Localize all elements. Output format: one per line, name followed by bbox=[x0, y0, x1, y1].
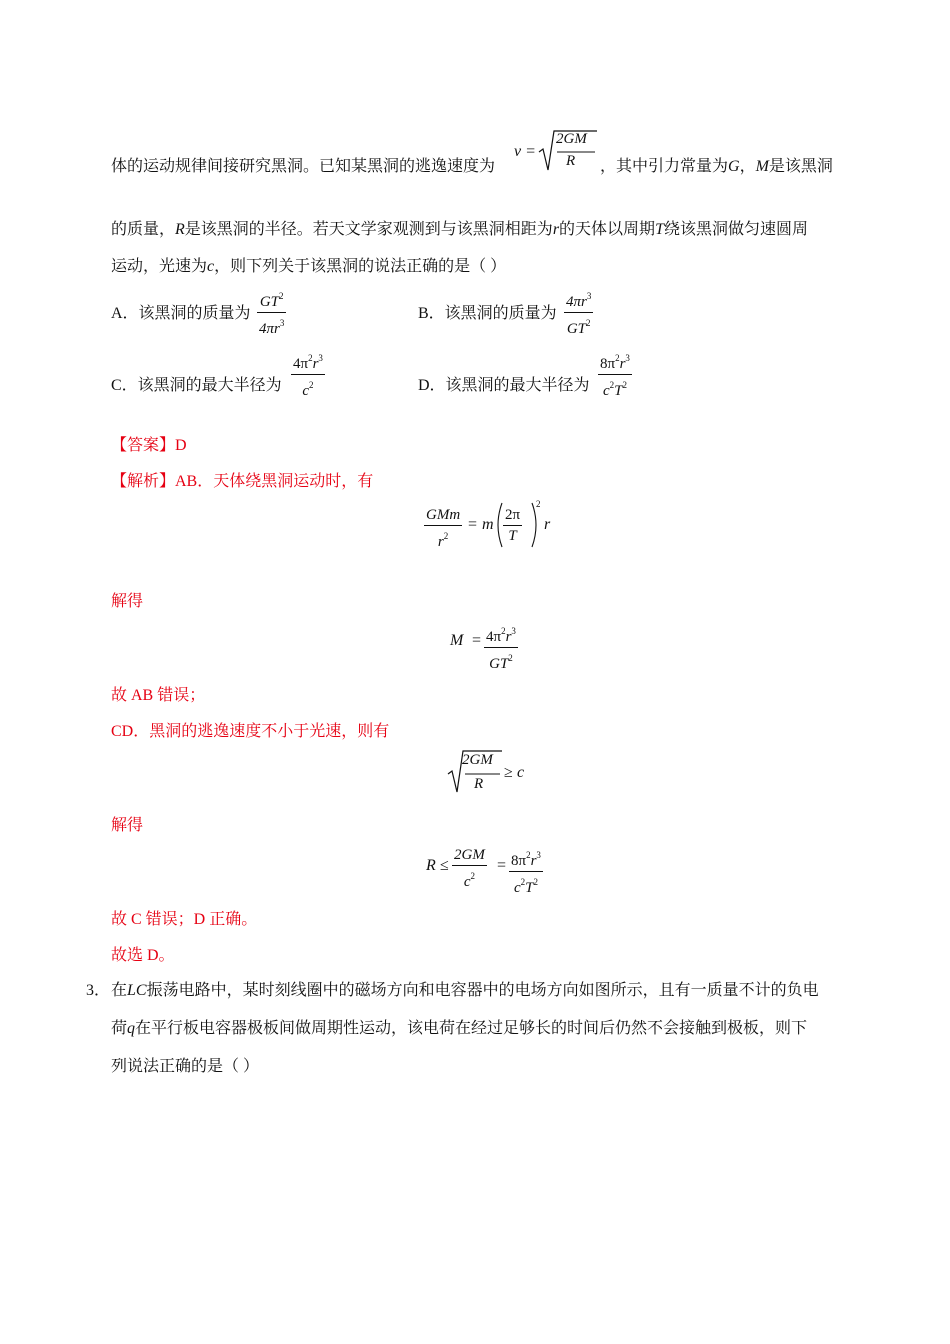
symbol-R: R bbox=[175, 221, 185, 238]
eq2-fraction: $4\pi^2r^3$ $GT^2$ bbox=[486, 626, 516, 672]
q2-line1-text-c: 是该黑洞 bbox=[768, 158, 833, 175]
eq1-m: m bbox=[482, 516, 494, 533]
option-a-label: A．该黑洞的质量为 bbox=[111, 305, 251, 322]
eq4-fraction-2: $8\pi^2r^3$ $c^2T^2$ bbox=[511, 850, 541, 896]
eq4-equals: = bbox=[497, 857, 507, 874]
eq1-r: r bbox=[544, 516, 551, 533]
symbol-T: T bbox=[655, 221, 664, 238]
final-choice: 故选 D。 bbox=[111, 947, 175, 964]
option-d-fraction: $8\pi^2r^3$ $c^2T^2$ bbox=[600, 353, 630, 399]
option-a-fraction: $GT^2$ $4\pi r^3$ bbox=[259, 291, 285, 337]
q2-line2-text-a: 的质量， bbox=[111, 221, 176, 238]
option-b-fraction: $4\pi r^3$ $GT^2$ bbox=[566, 291, 592, 337]
symbol-c: c bbox=[207, 258, 215, 275]
symbol-G: G bbox=[728, 158, 740, 175]
q2-line2-text-c: 的天体以周期 bbox=[559, 221, 656, 238]
option-d-label: D．该黑洞的最大半径为 bbox=[418, 377, 590, 394]
eq4-lhs: R bbox=[426, 857, 436, 874]
eq3-den: R bbox=[474, 776, 484, 792]
eq4-rel: ≤ bbox=[440, 857, 449, 874]
eq1-lhs-fraction: GMm $r^2$ bbox=[426, 507, 461, 550]
analysis-head: 【解析】AB．天体绕黑洞运动时，有 bbox=[111, 473, 374, 490]
jiede-1: 解得 bbox=[111, 593, 144, 610]
eq1-power: 2 bbox=[536, 499, 541, 509]
eq3-num: 2GM bbox=[462, 752, 493, 768]
eq3-rhs: c bbox=[517, 764, 525, 781]
q2-line2 bbox=[111, 216, 808, 239]
q3-number: 3． bbox=[86, 982, 111, 999]
eq2-lhs: M bbox=[450, 632, 464, 649]
q3-line1: 在LC振荡电路中，某时刻线圈中的磁场方向和电容器中的电场方向如图所示，且有一质量不计的负电 bbox=[111, 982, 819, 999]
answer-line: 【答案】D bbox=[111, 437, 187, 454]
escape-num: 2GM bbox=[556, 131, 587, 147]
eq2-equals: = bbox=[472, 632, 482, 649]
option-c-label: C．该黑洞的最大半径为 bbox=[111, 377, 282, 394]
q3-line2: 荷q在平行板电容器极板间做周期性运动，该电荷在经过足够长的时间后仍然不会接触到极板，则下 bbox=[111, 1020, 808, 1037]
symbol-LC: LC bbox=[127, 982, 147, 999]
eq3-rel: ≥ bbox=[504, 764, 513, 781]
q2-line1 bbox=[111, 153, 495, 176]
escape-v: v = bbox=[514, 143, 536, 160]
q2-line1-rest bbox=[600, 153, 833, 176]
q2-line1-text-a: 体的运动规律间接研究黑洞。已知某黑洞的逃逸速度为 bbox=[111, 158, 496, 175]
option-c-fraction: $4\pi^2r^3$ $c^2$ bbox=[293, 353, 323, 399]
q2-line2-text-d: 绕该黑洞做匀速圆周 bbox=[663, 221, 808, 238]
eq1-inner-fraction: 2π T bbox=[505, 507, 521, 544]
eq4-fraction-1: 2GM $c^2$ bbox=[454, 847, 485, 890]
jiede-2: 解得 bbox=[111, 817, 144, 834]
sep-comma: ， bbox=[739, 158, 756, 175]
q2-line3 bbox=[111, 253, 506, 276]
q2-line3-text-b: ，则下列关于该黑洞的说法正确的是（ ） bbox=[214, 258, 507, 275]
q2-line2-text-b: 是该黑洞的半径。若天文学家观测到与该黑洞相距为 bbox=[184, 221, 553, 238]
conclusion-2: 故 C 错误；D 正确。 bbox=[111, 911, 258, 928]
symbol-r: r bbox=[552, 221, 560, 238]
eq1-equals: = bbox=[468, 516, 478, 533]
option-b-label: B．该黑洞的质量为 bbox=[418, 305, 557, 322]
symbol-M: M bbox=[755, 158, 769, 175]
cd-head: CD．黑洞的逃逸速度不小于光速，则有 bbox=[111, 723, 390, 740]
conclusion-1: 故 AB 错误； bbox=[111, 687, 206, 704]
q2-line3-text-a: 运动，光速为 bbox=[111, 258, 208, 275]
q2-line1-text-b: ，其中引力常量为 bbox=[600, 158, 729, 175]
escape-den: R bbox=[566, 153, 576, 169]
q3-line3: 列说法正确的是（ ） bbox=[111, 1058, 260, 1075]
symbol-q: q bbox=[127, 1020, 136, 1037]
